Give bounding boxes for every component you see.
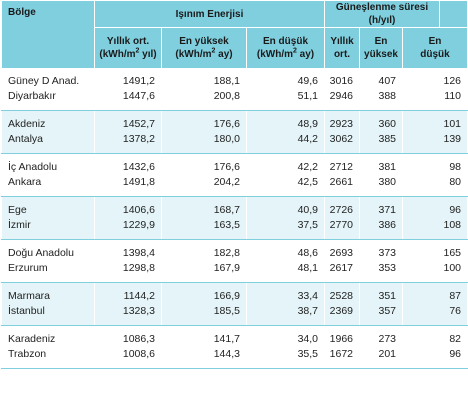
annual-avg-radiation-cell: 1491,2 <box>95 68 162 89</box>
max-radiation-cell: 141,7 <box>162 326 247 348</box>
max-sunshine-cell: 351 <box>360 283 403 305</box>
sunshine-min-header: En düşük <box>403 28 468 69</box>
max-radiation-cell: 176,6 <box>162 154 247 176</box>
annual-sunshine-cell: 2712 <box>325 154 360 176</box>
max-sunshine-cell: 353 <box>360 261 403 283</box>
max-sunshine-cell: 371 <box>360 197 403 219</box>
min-radiation-cell: 48,9 <box>247 111 325 133</box>
max-radiation-cell: 185,5 <box>162 304 247 326</box>
radiation-max-header: En yüksek ($kWh/m^2$ ay) <box>162 28 247 69</box>
max-radiation-cell: 182,8 <box>162 240 247 262</box>
min-sunshine-cell: 87 <box>403 283 468 305</box>
max-sunshine-cell: 373 <box>360 240 403 262</box>
annual-sunshine-cell: 2726 <box>325 197 360 219</box>
annual-avg-radiation-cell: 1432,6 <box>95 154 162 176</box>
min-sunshine-cell: 96 <box>403 197 468 219</box>
min-sunshine-cell: 110 <box>403 89 468 111</box>
region-name-cell: Erzurum <box>2 261 95 283</box>
table-row <box>2 89 468 111</box>
min-radiation-cell: 51,1 <box>247 89 325 111</box>
annual-sunshine-cell: 2946 <box>325 89 360 111</box>
table-row <box>2 261 468 283</box>
solar-energy-table <box>1 1 468 369</box>
min-sunshine-cell: 82 <box>403 326 468 348</box>
table-row <box>2 240 468 262</box>
region-name-cell: Akdeniz <box>2 111 95 133</box>
region-name-cell: Ankara <box>2 175 95 197</box>
max-sunshine-cell: 380 <box>360 175 403 197</box>
min-sunshine-cell: 165 <box>403 240 468 262</box>
max-sunshine-cell: 407 <box>360 68 403 89</box>
annual-sunshine-cell: 2617 <box>325 261 360 283</box>
table-row <box>2 111 468 133</box>
sunshine-duration-group-header <box>325 1 440 28</box>
annual-avg-radiation-cell: 1452,7 <box>95 111 162 133</box>
region-name-cell: Diyarbakır <box>2 89 95 111</box>
max-sunshine-cell: 385 <box>360 132 403 154</box>
min-radiation-cell: 37,5 <box>247 218 325 240</box>
max-radiation-cell: 167,9 <box>162 261 247 283</box>
annual-sunshine-cell: 2528 <box>325 283 360 305</box>
region-name-cell: Karadeniz <box>2 326 95 348</box>
radiation-annual-avg-header: Yıllık ort. ($kWh/m^2$ yıl) <box>95 28 162 69</box>
max-sunshine-cell: 273 <box>360 326 403 348</box>
table-header <box>2 1 468 68</box>
table-row <box>2 283 468 305</box>
table-row <box>2 218 468 240</box>
annual-sunshine-cell: 3062 <box>325 132 360 154</box>
max-radiation-cell: 204,2 <box>162 175 247 197</box>
min-radiation-cell: 48,1 <box>247 261 325 283</box>
max-sunshine-cell: 201 <box>360 347 403 369</box>
region-name-cell: İzmir <box>2 218 95 240</box>
radiation-min-header: En düşük ($kWh/m^2$ ay) <box>247 28 325 69</box>
annual-avg-radiation-cell: 1086,3 <box>95 326 162 348</box>
region-name-cell: İç Anadolu <box>2 154 95 176</box>
sunshine-duration-title: Güneşlenme süresi <box>335 2 429 13</box>
min-sunshine-cell: 126 <box>403 68 468 89</box>
annual-sunshine-cell: 3016 <box>325 68 360 89</box>
table-row <box>2 68 468 89</box>
header-filler <box>440 1 468 28</box>
sunshine-duration-unit: (h/yıl) <box>368 15 396 26</box>
min-radiation-cell: 49,6 <box>247 68 325 89</box>
max-sunshine-cell: 386 <box>360 218 403 240</box>
min-sunshine-cell: 100 <box>403 261 468 283</box>
max-sunshine-cell: 388 <box>360 89 403 111</box>
annual-avg-radiation-cell: 1491,8 <box>95 175 162 197</box>
annual-avg-radiation-cell: 1008,6 <box>95 347 162 369</box>
annual-avg-radiation-cell: 1378,2 <box>95 132 162 154</box>
sunshine-max-header: En yüksek <box>360 28 403 69</box>
annual-sunshine-cell: 2661 <box>325 175 360 197</box>
annual-sunshine-cell: 2770 <box>325 218 360 240</box>
annual-avg-radiation-cell: 1298,8 <box>95 261 162 283</box>
max-radiation-cell: 188,1 <box>162 68 247 89</box>
min-sunshine-cell: 108 <box>403 218 468 240</box>
region-name-cell: İstanbul <box>2 304 95 326</box>
min-sunshine-cell: 96 <box>403 347 468 369</box>
min-radiation-cell: 42,2 <box>247 154 325 176</box>
region-column-header: Bölge <box>2 1 95 68</box>
max-radiation-cell: 163,5 <box>162 218 247 240</box>
table-row <box>2 304 468 326</box>
table-row <box>2 132 468 154</box>
min-radiation-cell: 40,9 <box>247 197 325 219</box>
max-sunshine-cell: 360 <box>360 111 403 133</box>
min-sunshine-cell: 80 <box>403 175 468 197</box>
annual-sunshine-cell: 2923 <box>325 111 360 133</box>
region-name-cell: Doğu Anadolu <box>2 240 95 262</box>
annual-avg-radiation-cell: 1398,4 <box>95 240 162 262</box>
table-body <box>2 68 468 369</box>
min-sunshine-cell: 139 <box>403 132 468 154</box>
min-radiation-cell: 34,0 <box>247 326 325 348</box>
region-name-cell: Trabzon <box>2 347 95 369</box>
annual-sunshine-cell: 1966 <box>325 326 360 348</box>
min-radiation-cell: 44,2 <box>247 132 325 154</box>
min-radiation-cell: 33,4 <box>247 283 325 305</box>
annual-avg-radiation-cell: 1144,2 <box>95 283 162 305</box>
annual-avg-radiation-cell: 1328,3 <box>95 304 162 326</box>
annual-avg-radiation-cell: 1406,6 <box>95 197 162 219</box>
max-radiation-cell: 200,8 <box>162 89 247 111</box>
max-radiation-cell: 180,0 <box>162 132 247 154</box>
min-radiation-cell: 38,7 <box>247 304 325 326</box>
max-radiation-cell: 144,3 <box>162 347 247 369</box>
min-sunshine-cell: 76 <box>403 304 468 326</box>
table-row <box>2 197 468 219</box>
max-sunshine-cell: 357 <box>360 304 403 326</box>
min-radiation-cell: 35,5 <box>247 347 325 369</box>
table-row <box>2 347 468 369</box>
annual-sunshine-cell: 1672 <box>325 347 360 369</box>
table-row <box>2 154 468 176</box>
radiation-energy-group-header: Işınım Enerjisi <box>95 1 325 28</box>
min-sunshine-cell: 101 <box>403 111 468 133</box>
table-row <box>2 326 468 348</box>
region-name-cell: Antalya <box>2 132 95 154</box>
annual-avg-radiation-cell: 1447,6 <box>95 89 162 111</box>
region-name-cell: Ege <box>2 197 95 219</box>
annual-avg-radiation-cell: 1229,9 <box>95 218 162 240</box>
min-radiation-cell: 42,5 <box>247 175 325 197</box>
min-radiation-cell: 48,6 <box>247 240 325 262</box>
max-radiation-cell: 166,9 <box>162 283 247 305</box>
table-row <box>2 175 468 197</box>
annual-sunshine-cell: 2693 <box>325 240 360 262</box>
annual-sunshine-cell: 2369 <box>325 304 360 326</box>
sunshine-annual-avg-header: Yıllık ort. <box>325 28 360 69</box>
max-radiation-cell: 168,7 <box>162 197 247 219</box>
max-radiation-cell: 176,6 <box>162 111 247 133</box>
region-name-cell: Marmara <box>2 283 95 305</box>
max-sunshine-cell: 381 <box>360 154 403 176</box>
min-sunshine-cell: 98 <box>403 154 468 176</box>
region-name-cell: Güney D Anad. <box>2 68 95 89</box>
